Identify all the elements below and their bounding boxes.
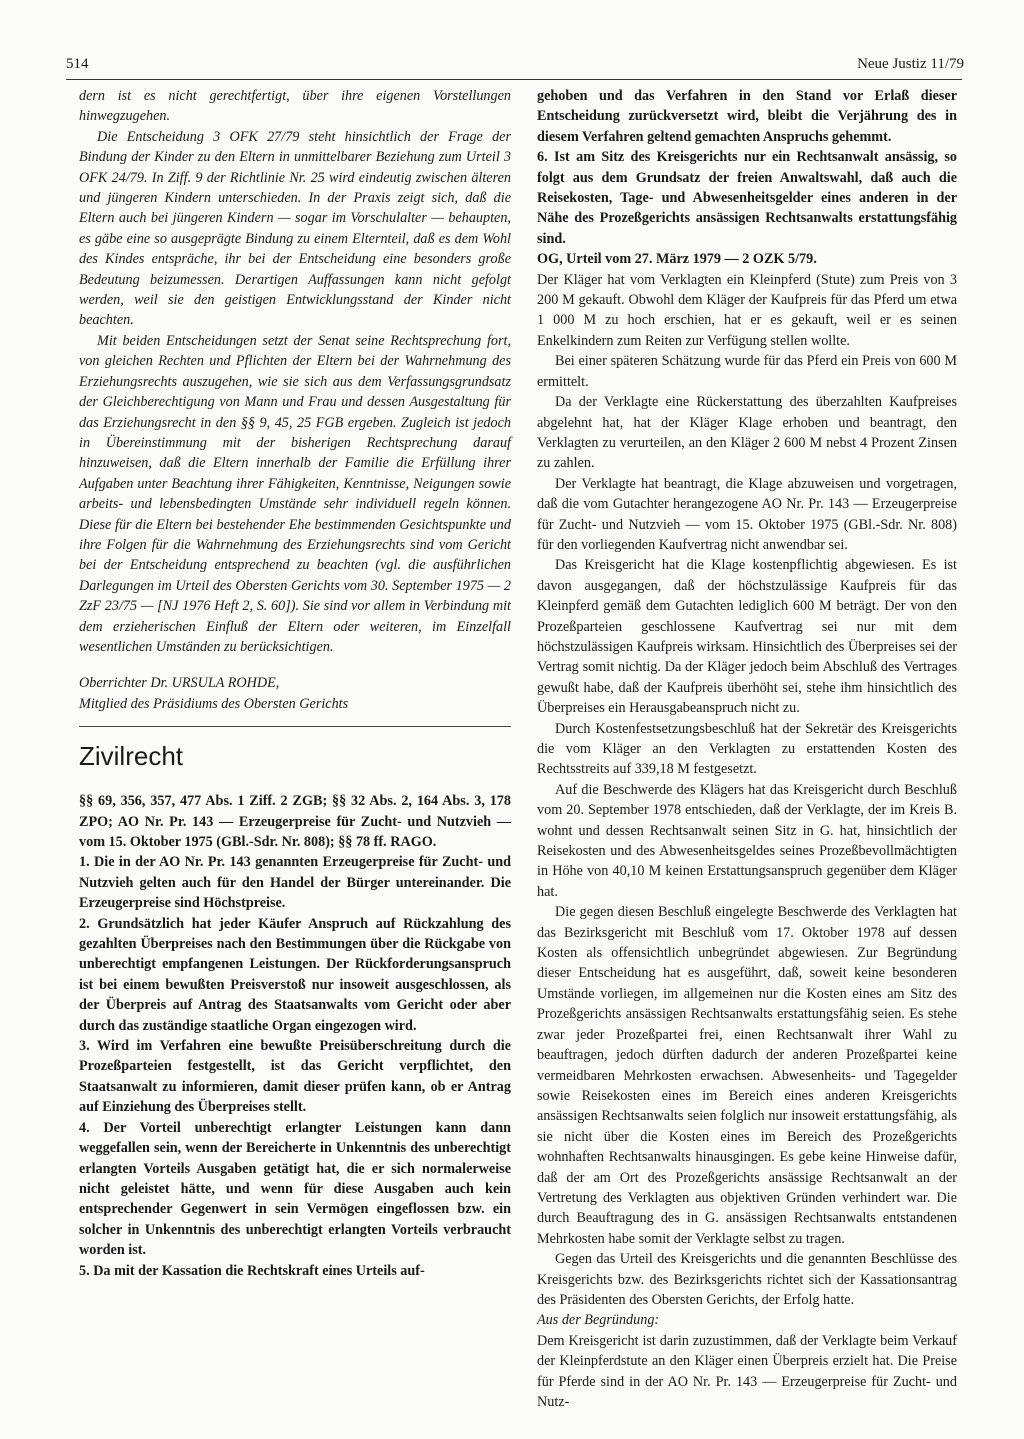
reasoning-heading: Aus der Begründung: bbox=[537, 1312, 660, 1329]
facts-paragraph: Der Verklagte hat beantragt, die Klage abzuweisen und vorgetragen, daß die vom Gutachter herangezogene AO Nr. Pr. 143 — Erzeugerpreise für Zucht- und Nutzvieh — vom 15. Oktober 1975 (GBl.-Sdr. Nr. 808) für den vorliegenden Kaufvertrag nicht anwendbar sei. bbox=[537, 475, 957, 553]
page-number: 514 bbox=[66, 56, 89, 72]
header-rule bbox=[66, 79, 962, 80]
commentary-paragraph: Die Entscheidung 3 OFK 27/79 steht hinsichtlich der Frage der Bindung der Kinder zu den Eltern in unmittelbarer Beziehung zum Urteil 3 OFK 24/79. In Ziff. 9 der Richtlinie Nr. 25 wird eindeutig zwischen älteren und jüngeren Kindern unterschieden. In der Praxis zeigt sich, daß die Eltern auch bei jüngeren Kindern — sogar im Vorschulalter — behaupten, es gäbe eine so ausgeprägte Bindung zu einem Elternteil, daß es dem Wohl des Kindes entspräche, ihr bei der Entscheidung eine besonders große Bedeutung beizumessen. Derartigen Auffassungen kann nicht gefolgt werden, weil sie den geistigen Entwicklungsstand der Kinder nicht beachten. bbox=[79, 128, 511, 329]
author-role: Mitglied des Präsidiums des Obersten Gerichts bbox=[79, 695, 349, 712]
facts-paragraph: Der Kläger hat vom Verklagten ein Kleinpferd (Stute) zum Preis von 3 200 M gekauft. Obwohl dem Kläger der Kaufpreis für das Pferd um etwa 1 000 M zu hoch erschien, hat er es gekauft, weil er es seinen Enkelkindern zum Reiten zur Verfügung stellen wollte. bbox=[537, 271, 957, 349]
ruling-item-continued: gehoben und das Verfahren in den Stand vor Erlaß dieser Entscheidung zurückversetzt wird, bleibt die Verjährung des in diesem Verfahren geltend gemachten Anspruchs gehemmt. bbox=[537, 88, 957, 145]
ruling-item: 1. Die in der AO Nr. Pr. 143 genannten Erzeugerpreise für Zucht- und Nutzvieh gelten auch für den Handel der Bürger untereinander. Die Erzeugerpreise sind Höchstpreise. bbox=[79, 854, 511, 912]
facts-paragraph: Auf die Beschwerde des Klägers hat das Kreisgericht durch Beschluß vom 20. September 1978 entschieden, daß der Verklagte, der im Kreis B. wohnt und dessen Rechtsanwalt seinen Sitz in G. hat, hinsichtlich der Reisekosten und des Abwesenheitsgeldes seines Prozeßbevollmächtigten in Höhe von 40,10 M keinen Erstattungsanspruch gegenüber dem Kläger hat. bbox=[537, 781, 957, 900]
section-rule bbox=[79, 726, 511, 727]
ruling-item: 6. Ist am Sitz des Kreisgerichts nur ein Rechtsanwalt ansässig, so folgt aus dem Grundsatz der freien Anwaltswahl, daß auch die Reisekosten, Tage- und Abwesenheitsgelder eines anderen in der Nähe des Prozeßgerichts ansässigen Rechtsanwalts erstattungsfähig sind. bbox=[537, 149, 957, 247]
section-title: Zivilrecht bbox=[79, 741, 184, 772]
commentary-paragraph: dern ist es nicht gerechtfertigt, über ihre eigenen Vorstellungen hinwegzugehen. bbox=[79, 88, 511, 125]
reasoning-paragraph: Dem Kreisgericht ist darin zuzustimmen, daß der Verklagte beim Verkauf der Kleinpferdstute an den Kläger einen Überpreis erzielt hat. Die Preise für Pferde sind in der AO Nr. Pr. 143 — Erzeugerpreise für Zucht- und Nutz- bbox=[537, 1332, 957, 1410]
ruling-item: 4. Der Vorteil unberechtigt erlangter Leistungen kann dann weggefallen sein, wenn der Bereicherte in Unkenntnis des unberechtigt erlangten Vorteils Ausgaben getätigt hat, die er sich normalerweise nicht geleistet hätte, und wenn für diese Ausgaben auch kein entsprechender Gegenwert in sein Vermögen eingeflossen bzw. ein solcher in Unkenntnis des unberechtigt erlangten Vorteils verbraucht worden ist. bbox=[79, 1119, 511, 1259]
right-column bbox=[537, 86, 957, 1412]
ruling-item: 2. Grundsätzlich hat jeder Käufer Anspruch auf Rückzahlung des gezahlten Überpreises nach den Bestimmungen über die Rückgabe von unberechtigt empfangenen Leistungen. Der Rückforderungsanspruch ist bei einem bewußten Preisverstoß nur insoweit ausgeschlossen, als der Überpreis auf Antrag des Staatsanwalts vom Gericht oder aber durch das zuständige staatliche Organ eingezogen wird. bbox=[79, 915, 511, 1034]
facts-paragraph: Das Kreisgericht hat die Klage kostenpflichtig abgewiesen. Es ist davon ausgegangen, daß der höchstzulässige Kaufpreis für das Kleinpferd gemäß dem Gutachten lediglich 600 M beträgt. Der von den Prozeßparteien geschlossene Kaufvertrag sei nur mit dem höchstzulässigen Kaufpreis wirksam. Hinsichtlich des Überpreises sei der Vertrag somit nichtig. Da der Kläger jedoch beim Abschluß des Vertrages gewußt habe, daß der Kaufpreis überhöht sei, stehe ihm hinsichtlich des Überpreises ein Herausgabeanspruch nicht zu. bbox=[537, 557, 957, 717]
legal-citation: §§ 69, 356, 357, 477 Abs. 1 Ziff. 2 ZGB; §§ 32 Abs. 2, 164 Abs. 3, 178 ZPO; AO Nr. Pr. 143 — Erzeugerpreise für Zucht- und Nutzvieh — vom 15. Oktober 1975 (GBl.-Sdr. Nr. 808); §§ 78 ff. RAGO. bbox=[79, 793, 511, 850]
ruling-item: 5. Da mit der Kassation die Rechtskraft eines Urteils auf- bbox=[79, 1262, 425, 1279]
ruling-item: 3. Wird im Verfahren eine bewußte Preisüberschreitung durch die Prozeßparteien festgestellt, ist das Gericht verpflichtet, den Staatsanwalt zu informieren, damit dieser prüfen kann, ob er Antrag auf Einziehung des Überpreises stellt. bbox=[79, 1038, 511, 1116]
author-name: Oberrichter Dr. URSULA ROHDE, bbox=[79, 675, 280, 692]
author-signature bbox=[79, 673, 511, 714]
left-column bbox=[79, 86, 511, 1281]
facts-paragraph: Durch Kostenfestsetzungsbeschluß hat der Sekretär des Kreisgerichts die vom Kläger an den Verklagten zu erstattenden Kosten des Rechtsstreits auf 339,18 M festgesetzt. bbox=[537, 720, 957, 778]
commentary-paragraph: Mit beiden Entscheidungen setzt der Senat seine Rechtsprechung fort, von gleichen Rechten und Pflichten der Eltern bei der Wahrnehmung des Erziehungsrechts auszugehen, wie sie sich aus dem Verfassungsgrundsatz der Gleichberechtigung von Mann und Frau und dessen Ausgestaltung für das Erziehungsrecht in den §§ 9, 45, 25 FGB ergeben. Zugleich ist jedoch in Übereinstimmung mit der bisherigen Rechtsprechung darauf hinzuweisen, daß die Eltern innerhalb der Familie die Erfüllung ihrer Aufgaben unter Beachtung ihrer Fähigkeiten, Kenntnisse, Neigungen sowie arbeits- und lebensbedingten Umstände sehr individuell regeln können. Diese für die Eltern bei bestehender Ehe bestimmenden Gesichtspunkte und ihre Folgen für die Wahrnehmung des Erziehungsrechts sind vom Gericht bei der Entscheidung entsprechend zu beachten (vgl. die ausführlichen Darlegungen im Urteil des Obersten Gerichts vom 30. September 1975 — 2 ZzF 23/75 — [NJ 1976 Heft 2, S. 60]). Sie sind vor allem in Verbindung mit dem erzieherischen Einfluß der Eltern oder weiteren, im Einzelfall wesentlichen Umständen zu berücksichtigen. bbox=[79, 332, 511, 655]
facts-paragraph: Die gegen diesen Beschluß eingelegte Beschwerde des Verklagten hat das Bezirksgericht mit Beschluß vom 17. Oktober 1978 auf dessen Kosten als offensichtlich unbegründet abgewiesen. Zur Begründung dieser Entscheidung hat es ausgeführt, daß, soweit keine besonderen Umstände vorliegen, im allgemeinen nur die Kosten eines am Sitz des Prozeßgerichts ansässigen Rechtsanwalts erstattungsfähig seien. Es stehe zwar jeder Prozeßpartei frei, einen Rechtsanwalt ihrer Wahl zu beauftragen, jedoch dürften dadurch der anderen Prozeßpartei keine vermeidbaren Mehrkosten erwachsen. Abwesenheits- und Tagegelder sowie Reisekosten eines im Bereich eines anderen Kreisgerichts ansässigen Rechtsanwalts seien folglich nur insoweit erstattungsfähig, als sie nicht über die Kosten eines im Bereich des Prozeßgerichts wohnhaften Rechtsanwalts hinausgingen. Es gebe keine Hinweise dafür, daß der am Ort des Prozeßgerichts ansässige Rechtsanwalt an der Vertretung des Verklagten aus objektiven Gründen verhindert war. Die durch Beauftragung des in G. ansässigen Rechtsanwalts entstandenen Mehrkosten habe somit der Verklagte selbst zu tragen. bbox=[537, 904, 957, 1247]
facts-paragraph: Da der Verklagte eine Rückerstattung des überzahlten Kaufpreises abgelehnt hat, hat der Kläger Klage erhoben und beantragt, den Verklagten zu verurteilen, an den Kläger 2 600 M nebst 4 Prozent Zinsen zu zahlen. bbox=[537, 394, 957, 472]
facts-paragraph: Gegen das Urteil des Kreisgerichts und die genannten Beschlüsse des Kreisgerichts bzw. des Bezirksgerichts richtet sich der Kassationsantrag des Präsidenten des Obersten Gerichts, der Erfolg hatte. bbox=[537, 1251, 957, 1308]
judgment-source: OG, Urteil vom 27. März 1979 — 2 OZK 5/79. bbox=[537, 251, 817, 268]
journal-issue: Neue Justiz 11/79 bbox=[857, 56, 964, 72]
facts-paragraph: Bei einer späteren Schätzung wurde für das Pferd ein Preis von 600 M ermittelt. bbox=[537, 353, 957, 390]
